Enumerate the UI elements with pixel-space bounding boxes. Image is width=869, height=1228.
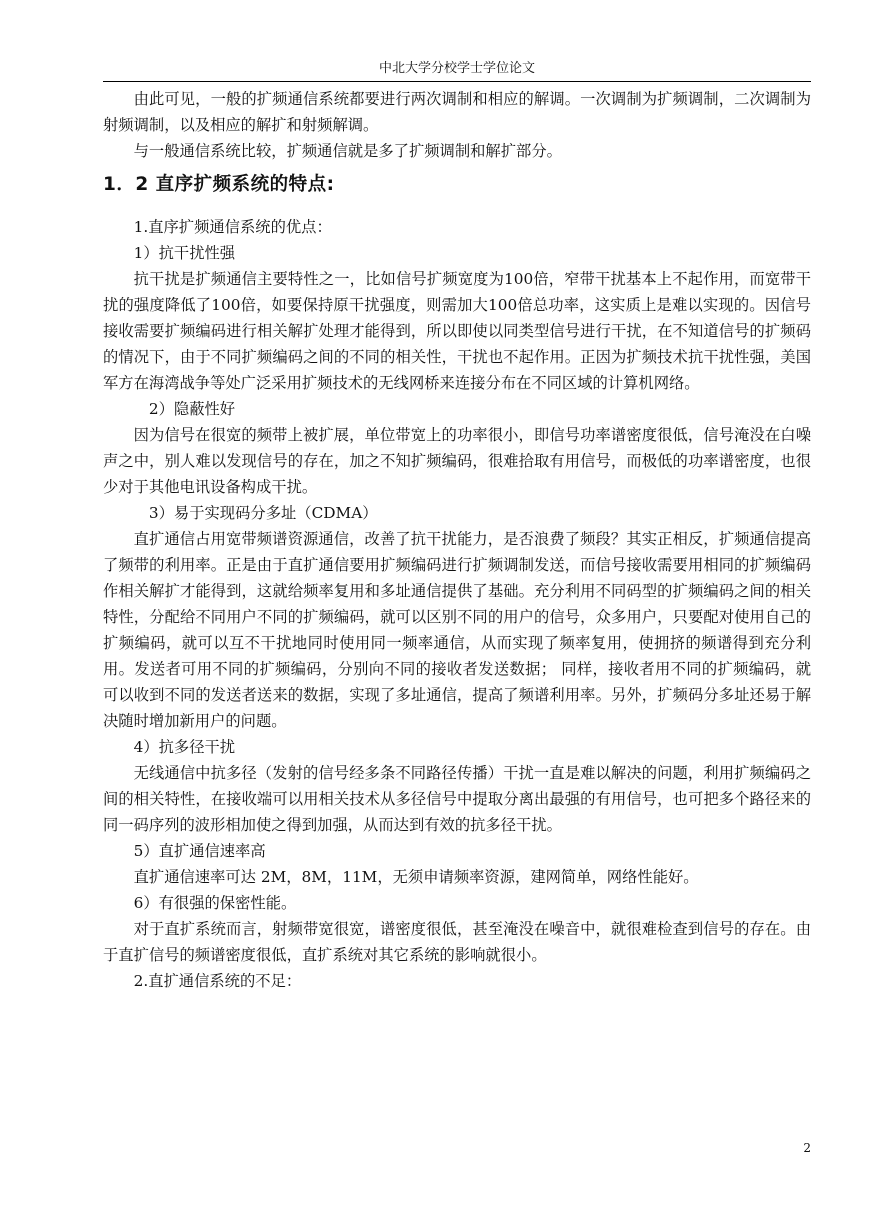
running-header: 中北大学分校学士学位论文 [378, 61, 535, 76]
paragraph-comparison: 与一般通信系统比较，扩频通信就是多了扩频调制和解扩部分。 [133, 142, 562, 160]
paragraph-anti-jamming: 抗干扰是扩频通信主要特性之一，比如信号扩频宽度为100倍，窄带干扰基本上不起作用，而宽带干扰的强度降低了100倍，如要保持原干扰强度，则需加大100倍总功率，这实质上是难以实现的。因信号接收需要扩频编码进行相关解扩处理才能得到，所以即使以同类型信号进行干扰，在不知道信号的扩频码的情况下，由于不同扩频编码之间的不同的相关性，干扰也不起作用。正因为扩频技术抗干扰性强，美国军方在海湾战争等处广泛采用扩频技术的无线网桥来连接分布在不同区域的计算机网络。 [103, 270, 811, 392]
document-body [103, 86, 811, 994]
list-heading-advantages: 1.直序扩频通信系统的优点： [133, 218, 332, 236]
paragraph-intro: 由此可见，一般的扩频通信系统都要进行两次调制和相应的解调。一次调制为扩频调制，二次调制为射频调制，以及相应的解扩和射频解调。 [103, 90, 811, 134]
paragraph-high-rate: 直扩通信速率可达 2M，8M，11M，无须申请频率资源，建网简单，网络性能好。 [133, 868, 699, 886]
subheading-anti-jamming: 1）抗干扰性强 [133, 244, 236, 262]
subheading-concealment: 2）隐蔽性好 [148, 400, 236, 418]
section-heading: 1．2 直序扩频系统的特点: [103, 174, 335, 195]
subheading-cdma: 3）易于实现码分多址（CDMA） [148, 504, 378, 522]
paragraph-concealment: 因为信号在很宽的频带上被扩展，单位带宽上的功率很小，即信号功率谱密度很低，信号淹没在白噪声之中，别人难以发现信号的存在，加之不知扩频编码，很难拾取有用信号，而极低的功率谱密度，也很少对于其他电讯设备构成干扰。 [103, 426, 811, 496]
subheading-security: 6）有很强的保密性能。 [133, 894, 297, 912]
list-heading-disadvantages: 2.直扩通信系统的不足： [133, 972, 302, 990]
subheading-high-rate: 5）直扩通信速率高 [133, 842, 266, 860]
header-rule [103, 81, 811, 82]
paragraph-cdma: 直扩通信占用宽带频谱资源通信，改善了抗干扰能力，是否浪费了频段？其实正相反，扩频通信提高了频带的利用率。正是由于直扩通信要用扩频编码进行扩频调制发送，而信号接收需要用相同的扩频编码作相关解扩才能得到，这就给频率复用和多址通信提供了基础。充分利用不同码型的扩频编码之间的相关特性，分配给不同用户不同的扩频编码，就可以区别不同的用户的信号，众多用户，只要配对使用自己的扩频编码，就可以互不干扰地同时使用同一频率通信，从而实现了频率复用，使拥挤的频谱得到充分利用。发送者可用不同的扩频编码，分别向不同的接收者发送数据； 同样，接收者用不同的扩频编码，就可以收到不同的发送者送来的数据，实现了多址通信，提高了频谱利用率。另外，扩频码分多址还易于解决随时增加新用户的问题。 [103, 530, 811, 730]
page-number: 2 [803, 1141, 811, 1155]
paragraph-security: 对于直扩系统而言，射频带宽很宽，谱密度很低，甚至淹没在噪音中，就很难检查到信号的存在。由于直扩信号的频谱密度很低，直扩系统对其它系统的影响就很小。 [103, 920, 811, 964]
paragraph-multipath: 无线通信中抗多径（发射的信号经多条不同路径传播）干扰一直是难以解决的问题，利用扩频编码之间的相关特性，在接收端可以用相关技术从多径信号中提取分离出最强的有用信号，也可把多个路径来的同一码序列的波形相加使之得到加强，从而达到有效的抗多径干扰。 [103, 764, 811, 834]
subheading-multipath: 4）抗多径干扰 [133, 738, 236, 756]
